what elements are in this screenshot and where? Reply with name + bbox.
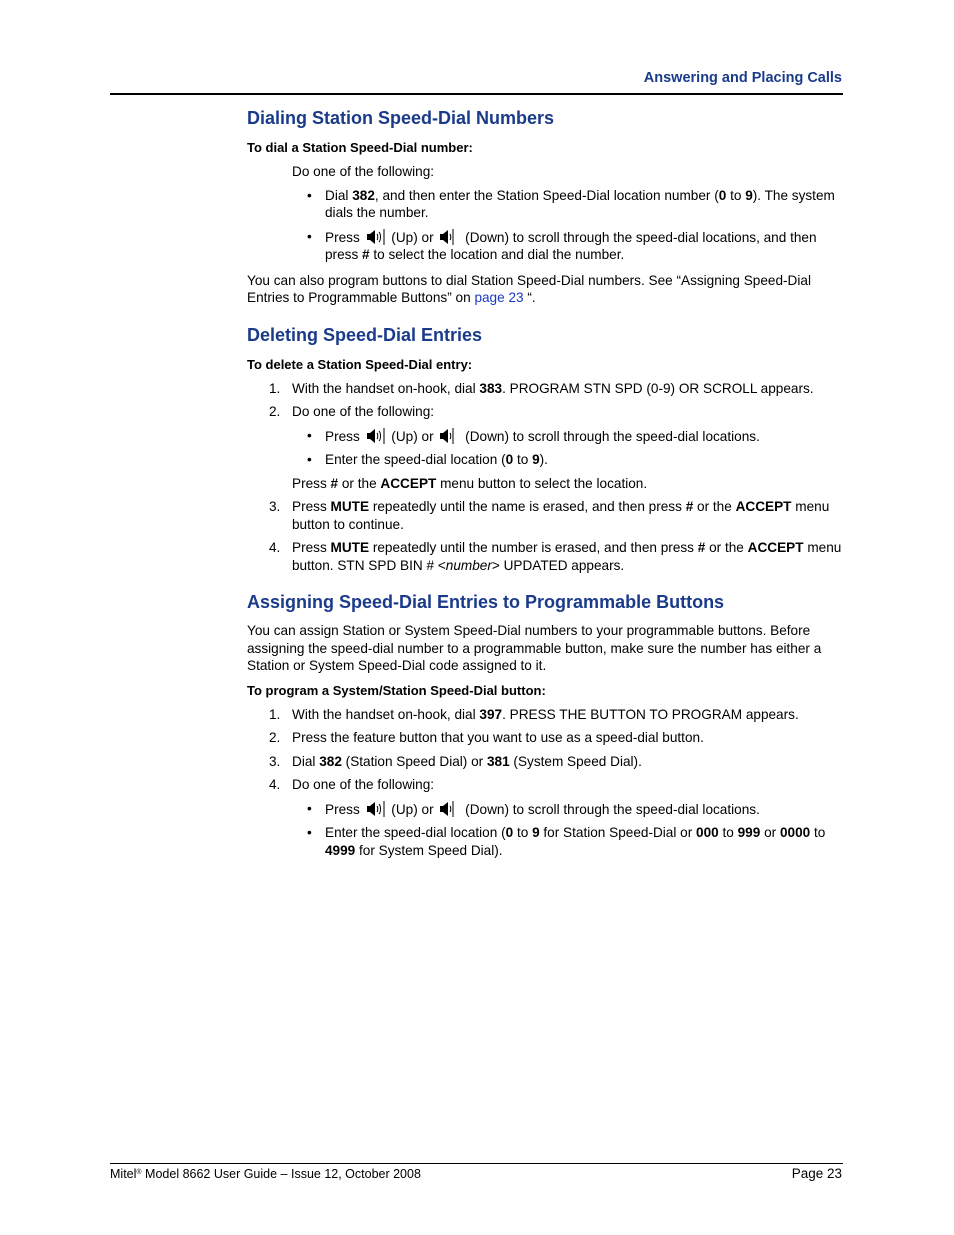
list-item: • Dial 382, and then enter the Station Speed-Dial location number (0 to 9). The system dials the number. — [305, 187, 847, 222]
footer-rule — [110, 1163, 843, 1164]
section-heading-dialing: Dialing Station Speed-Dial Numbers — [247, 108, 555, 128]
section-heading-assigning: Assigning Speed-Dial Entries to Programmable Buttons — [247, 592, 725, 612]
list-item: • Press (Up) or (Down) to scroll through the speed-dial locations, and then press # to select the location and dial the number. — [305, 228, 847, 264]
speaker-up-icon — [366, 228, 386, 246]
page-body — [247, 106, 847, 859]
list-item: • Enter the speed-dial location (0 to 9). — [305, 451, 847, 469]
procedure-heading: To dial a Station Speed-Dial number: — [247, 140, 473, 155]
body-paragraph: You can also program buttons to dial Station Speed-Dial numbers. See “Assigning Speed-Dial Entries to Programmable Buttons” on page 23 “. — [247, 272, 811, 305]
step-item: 1. With the handset on-hook, dial 383. PROGRAM STN SPD (0-9) OR SCROLL appears. — [269, 380, 814, 396]
speaker-down-icon — [439, 800, 459, 818]
speaker-down-icon — [439, 228, 459, 246]
step-item: 2. Do one of the following: — [269, 404, 435, 419]
step-item: 4. Do one of the following: — [269, 777, 435, 792]
footer-document-title: Mitel® Model 8662 User Guide – Issue 12, October 2008 — [110, 1167, 421, 1181]
body-paragraph: You can assign Station or System Speed-Dial numbers to your programmable buttons. Before assigning the speed-dial number to a programmable button, make sure the number has either a Station or System Speed-Dial code assigned to it. — [247, 623, 822, 673]
list-item: • Enter the speed-dial location (0 to 9 for Station Speed-Dial or 000 to 999 or 0000 to 4999 for System Speed Dial). — [305, 824, 847, 859]
section-heading-deleting: Deleting Speed-Dial Entries — [247, 324, 483, 345]
step-list — [247, 380, 847, 421]
list-item: • Press (Up) or (Down) to scroll through the speed-dial locations. — [305, 800, 847, 819]
step-item: 3. Press MUTE repeatedly until the name is erased, and then press # or the ACCEPT menu button to continue. — [269, 499, 830, 532]
speaker-up-icon — [366, 800, 386, 818]
procedure-heading: To delete a Station Speed-Dial entry: — [247, 356, 473, 372]
page-link[interactable]: page 23 — [474, 290, 524, 305]
step-list — [247, 498, 847, 574]
bullet-list — [305, 427, 847, 469]
bullet-list — [305, 187, 847, 264]
step-list — [247, 706, 847, 794]
instruction-text: Press # or the ACCEPT menu button to select the location. — [292, 475, 648, 491]
step-item: 1. With the handset on-hook, dial 397. PRESS THE BUTTON TO PROGRAM appears. — [269, 706, 799, 722]
header-rule — [110, 93, 843, 95]
running-header: Answering and Placing Calls — [643, 70, 842, 86]
step-item: 2. Press the feature button that you want to use as a speed-dial button. — [269, 730, 704, 745]
footer-page-number: Page 23 — [791, 1166, 842, 1181]
step-item: 4. Press MUTE repeatedly until the number is erased, and then press # or the ACCEPT menu button. STN SPD BIN # <number> UPDATED appears. — [269, 540, 842, 573]
speaker-down-icon — [439, 427, 459, 445]
procedure-heading: To program a System/Station Speed-Dial button: — [247, 682, 546, 698]
step-item: 3. Dial 382 (Station Speed Dial) or 381 (System Speed Dial). — [269, 753, 642, 769]
list-item: • Press (Up) or (Down) to scroll through the speed-dial locations. — [305, 427, 847, 446]
speaker-up-icon — [366, 427, 386, 445]
instruction-text: Do one of the following: — [292, 164, 435, 179]
bullet-list — [305, 800, 847, 860]
